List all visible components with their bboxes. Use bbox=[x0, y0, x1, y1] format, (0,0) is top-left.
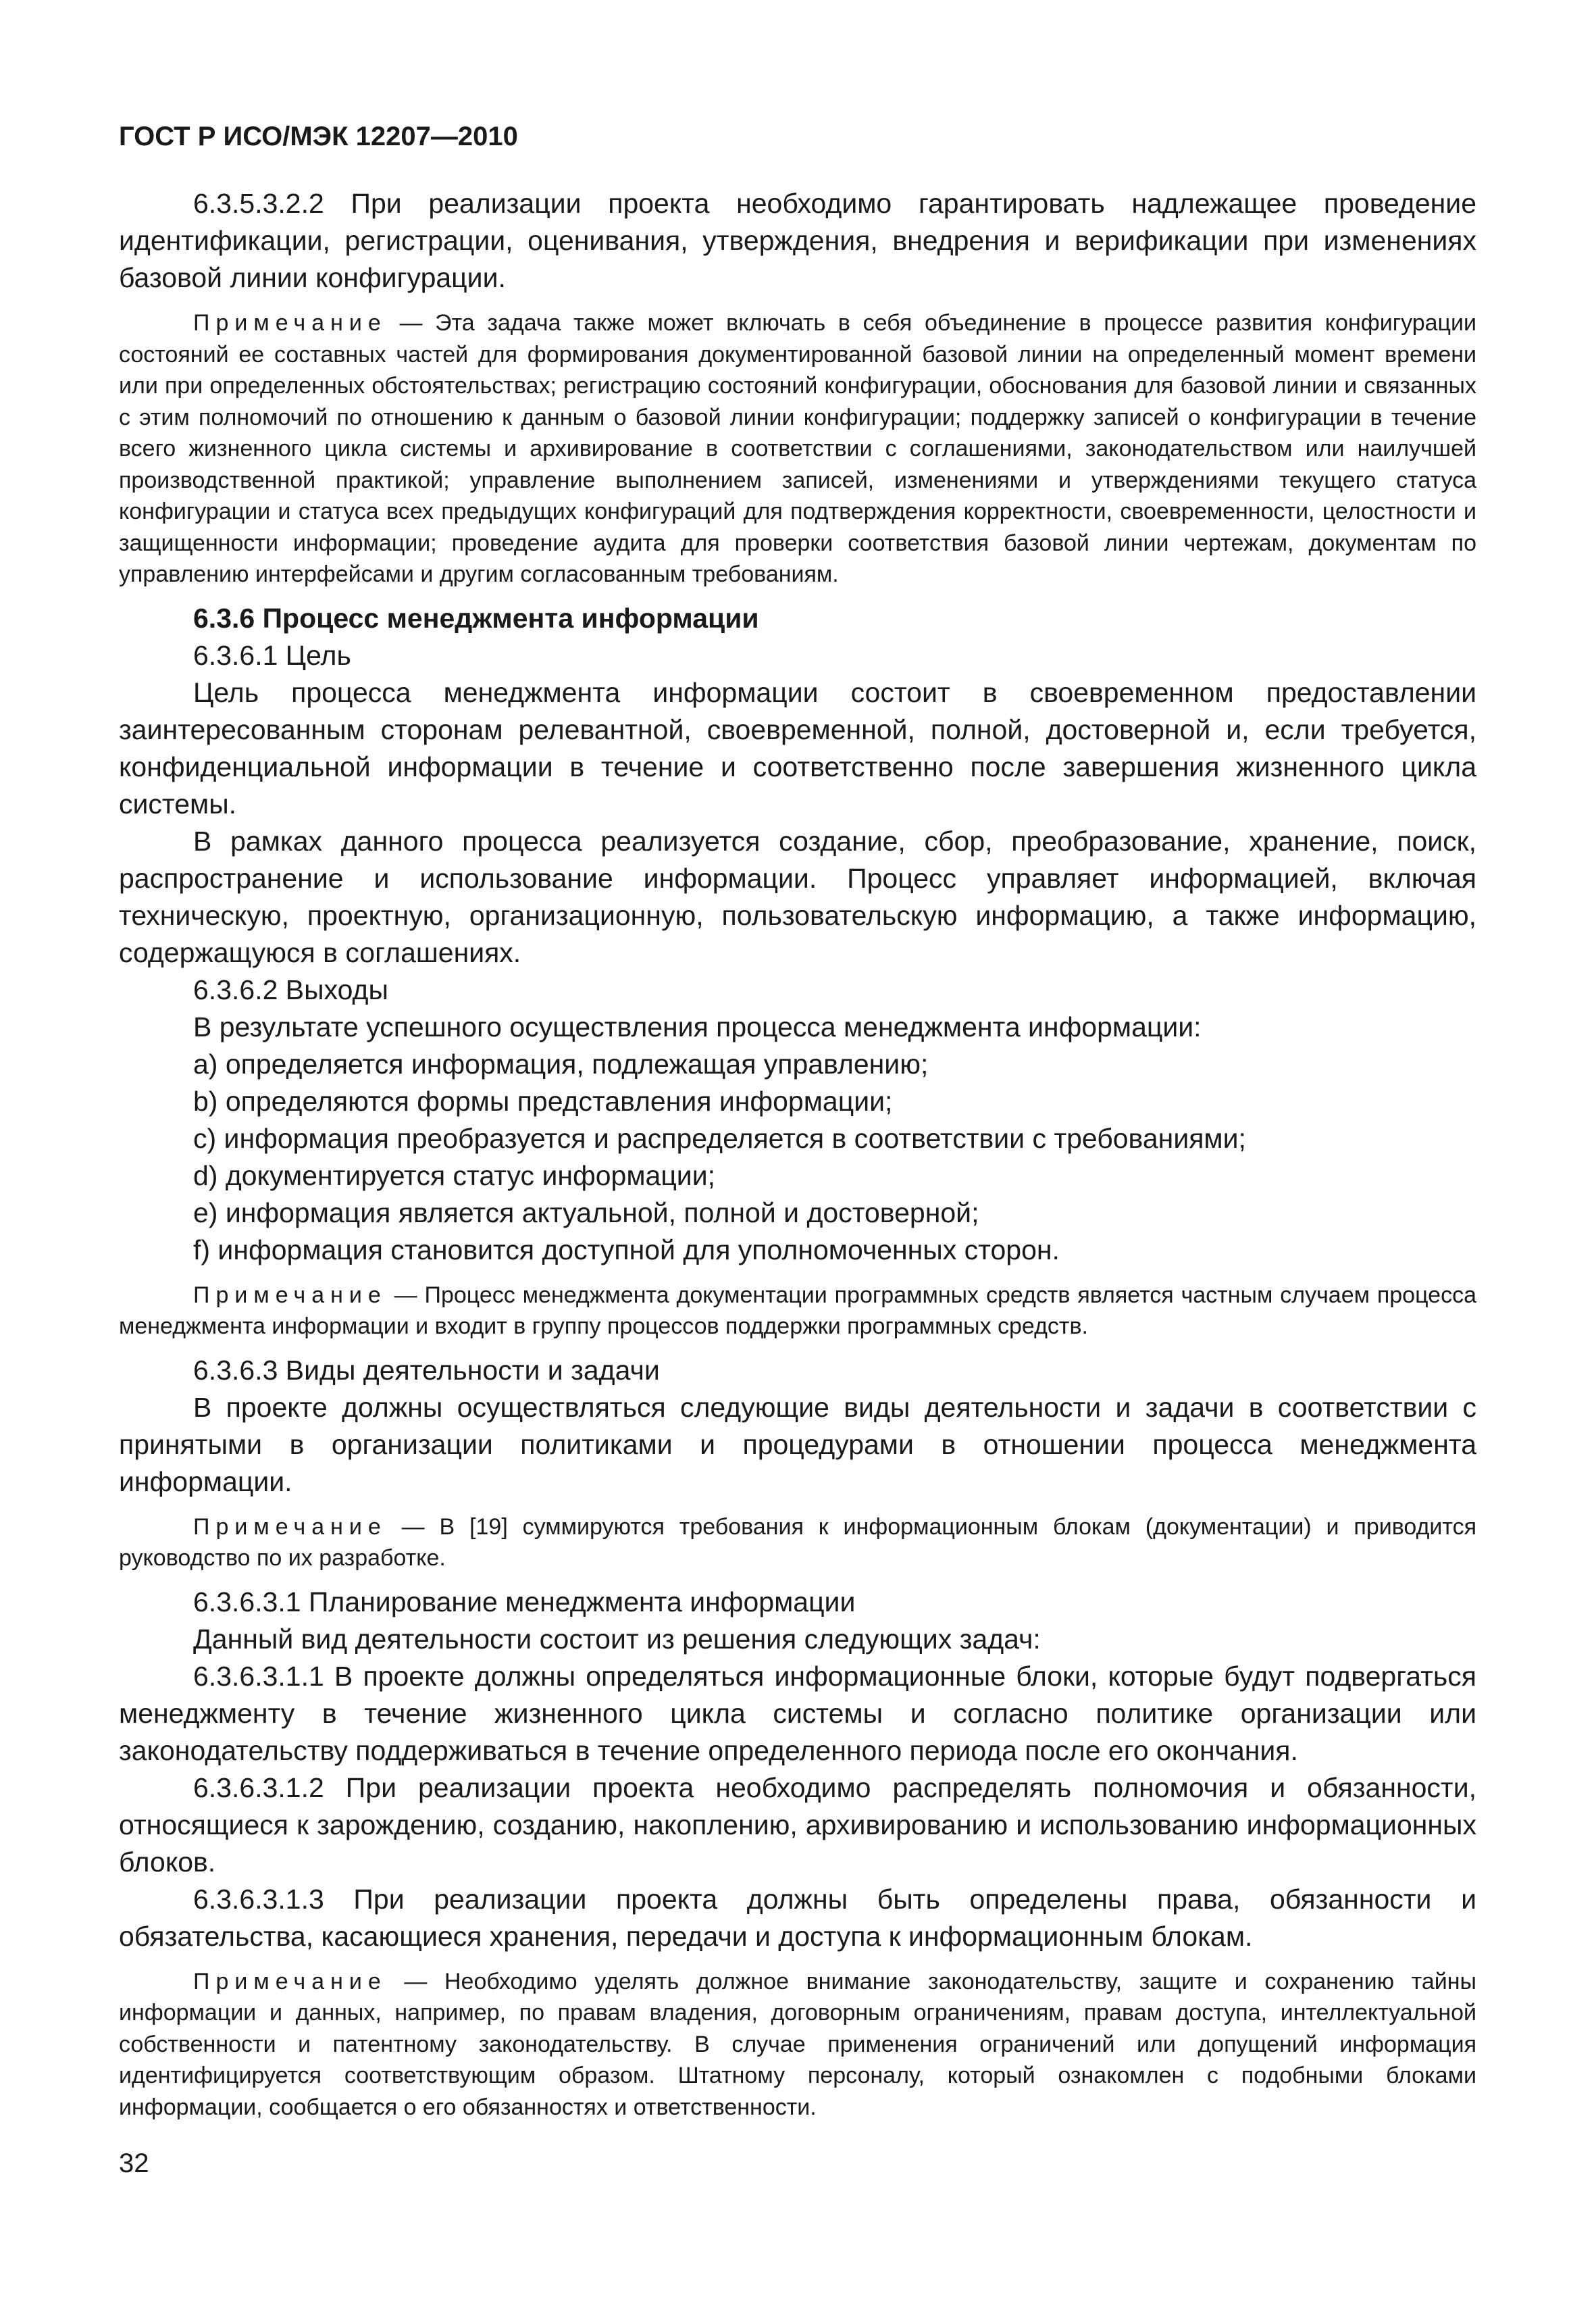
note-1-text: — Эта задача также может включать в себя объединение в процессе развития конфигурации состояний ее составных частей для формирования документированной базовой линии на определенный момент времени или при определенных обстоятельствах; регистрацию состояний конфигурации, обоснования для базовой линии и связанных с этим полномочий по отношению к данным о базовой линии конфигурации; поддержку записей о конфигурации в течение всего жизненного цикла системы и архивирование в соответствии с соглашениями, законодательством или наилучшей производственной практикой; управление выполнением записей, изменениями и утверждениями текущего статуса конфигурации и статуса всех предыдущих конфигураций для подтверждения корректности, своевременности, целостности и защищенности информации; проведение аудита для проверки соответствия базовой линии чертежам, документам по управлению интерфейсами и другим согласованным требованиям. bbox=[119, 310, 1476, 587]
paragraph-6-3-6-3-1-2: 6.3.6.3.1.2 При реализации проекта необходимо распределять полномочия и обязанности, относящиеся к зарождению, созданию, накоплению, архивированию и использованию информационных блоков. bbox=[119, 1771, 1476, 1878]
subhead-6-3-6-1: 6.3.6.1 Цель bbox=[193, 639, 351, 671]
paragraph-6-3-6-3-1-3: 6.3.6.3.1.3 При реализации проекта должны быть определены права, обязанности и обязательства, касающиеся хранения, передачи и доступа к информационным блокам. bbox=[119, 1883, 1476, 1952]
note-label: Примечание bbox=[193, 310, 387, 336]
note-label: Примечание bbox=[193, 1513, 387, 1540]
paragraph-goal: Цель процесса менеджмента информации состоит в своевременном предоставлении заинтересованным сторонам релевантной, своевременной, полной, достоверной и, если требуется, конфиденциальной информации в течение и соответственно после завершения жизненного цикла системы. bbox=[119, 676, 1476, 820]
list-item: b) определяются формы представления информации; bbox=[193, 1085, 893, 1117]
subhead-6-3-6-3-1: 6.3.6.3.1 Планирование менеджмента информации bbox=[193, 1586, 856, 1617]
section-title-6-3-6: 6.3.6 Процесс менеджмента информации bbox=[193, 602, 759, 634]
note-1 bbox=[119, 307, 1476, 590]
note-3-text: — В [19] суммируются требования к информационным блокам (документации) и приводится руководство по их разработке. bbox=[119, 1513, 1476, 1571]
list-item: f) информация становится доступной для уполномоченных сторон. bbox=[193, 1234, 1060, 1265]
list-item: e) информация является актуальной, полной и достоверной; bbox=[193, 1197, 979, 1228]
paragraph-activities: В проекте должны осуществляться следующие виды деятельности и задачи в соответствии с принятыми в организации политиками и процедурами в отношении процесса менеджмента информации. bbox=[119, 1391, 1476, 1497]
note-2 bbox=[119, 1280, 1476, 1342]
note-3 bbox=[119, 1511, 1476, 1574]
paragraph-6-3-6-3-1-1: 6.3.6.3.1.1 В проекте должны определяться информационные блоки, которые будут подвергаться менеджменту в течение жизненного цикла системы и согласно политике организации или законодательству поддерживаться в течение определенного периода после его окончания. bbox=[119, 1660, 1476, 1766]
list-item: а) определяется информация, подлежащая управлению; bbox=[193, 1048, 929, 1080]
list-item: c) информация преобразуется и распределяется в соответствии с требованиями; bbox=[193, 1122, 1246, 1154]
note-label: Примечание bbox=[193, 1968, 387, 1994]
page-number: 32 bbox=[119, 2148, 149, 2178]
note-4-text: — Необходимо уделять должное внимание законодательству, защите и сохранению тайны информации и данных, например, по правам владения, договорным ограничениям, правам доступа, интеллектуальной собственности и патентному законодательству. В случае применения ограничений или допущений информация идентифицируется соответствующим образом. Штатному персоналу, который ознакомлен с подобными блоками информации, сообщается о его обязанностях и ответственности. bbox=[119, 1968, 1476, 2120]
list-item: d) документируется статус информации; bbox=[193, 1159, 715, 1191]
note-2-text: — Процесс менеджмента документации программных средств является частным случаем процесса менеджмента информации и входит в группу процессов поддержки программных средств. bbox=[119, 1282, 1476, 1339]
subhead-6-3-6-2: 6.3.6.2 Выходы bbox=[193, 974, 388, 1005]
paragraph-outputs-intro: В результате успешного осуществления процесса менеджмента информации: bbox=[193, 1011, 1202, 1042]
paragraph-6-3-5-3-2-2: 6.3.5.3.2.2 При реализации проекта необходимо гарантировать надлежащее проведение идентификации, регистрации, оценивания, утверждения, внедрения и верификации при изменениях базовой линии конфигурации. bbox=[119, 188, 1476, 293]
paragraph-scope: В рамках данного процесса реализуется создание, сбор, преобразование, хранение, поиск, распространение и использование информации. Процесс управляет информацией, включая техническую, проектную, организационную, пользовательскую информацию, а также информацию, содержащуюся в соглашениях. bbox=[119, 825, 1476, 968]
paragraph-planning: Данный вид деятельности состоит из решения следующих задач: bbox=[193, 1623, 1041, 1655]
subhead-6-3-6-3: 6.3.6.3 Виды деятельности и задачи bbox=[193, 1354, 660, 1386]
note-4 bbox=[119, 1966, 1476, 2123]
document-header: ГОСТ Р ИСО/МЭК 12207—2010 bbox=[119, 122, 518, 151]
note-label: Примечание bbox=[193, 1282, 387, 1308]
document-page bbox=[119, 120, 1476, 2132]
